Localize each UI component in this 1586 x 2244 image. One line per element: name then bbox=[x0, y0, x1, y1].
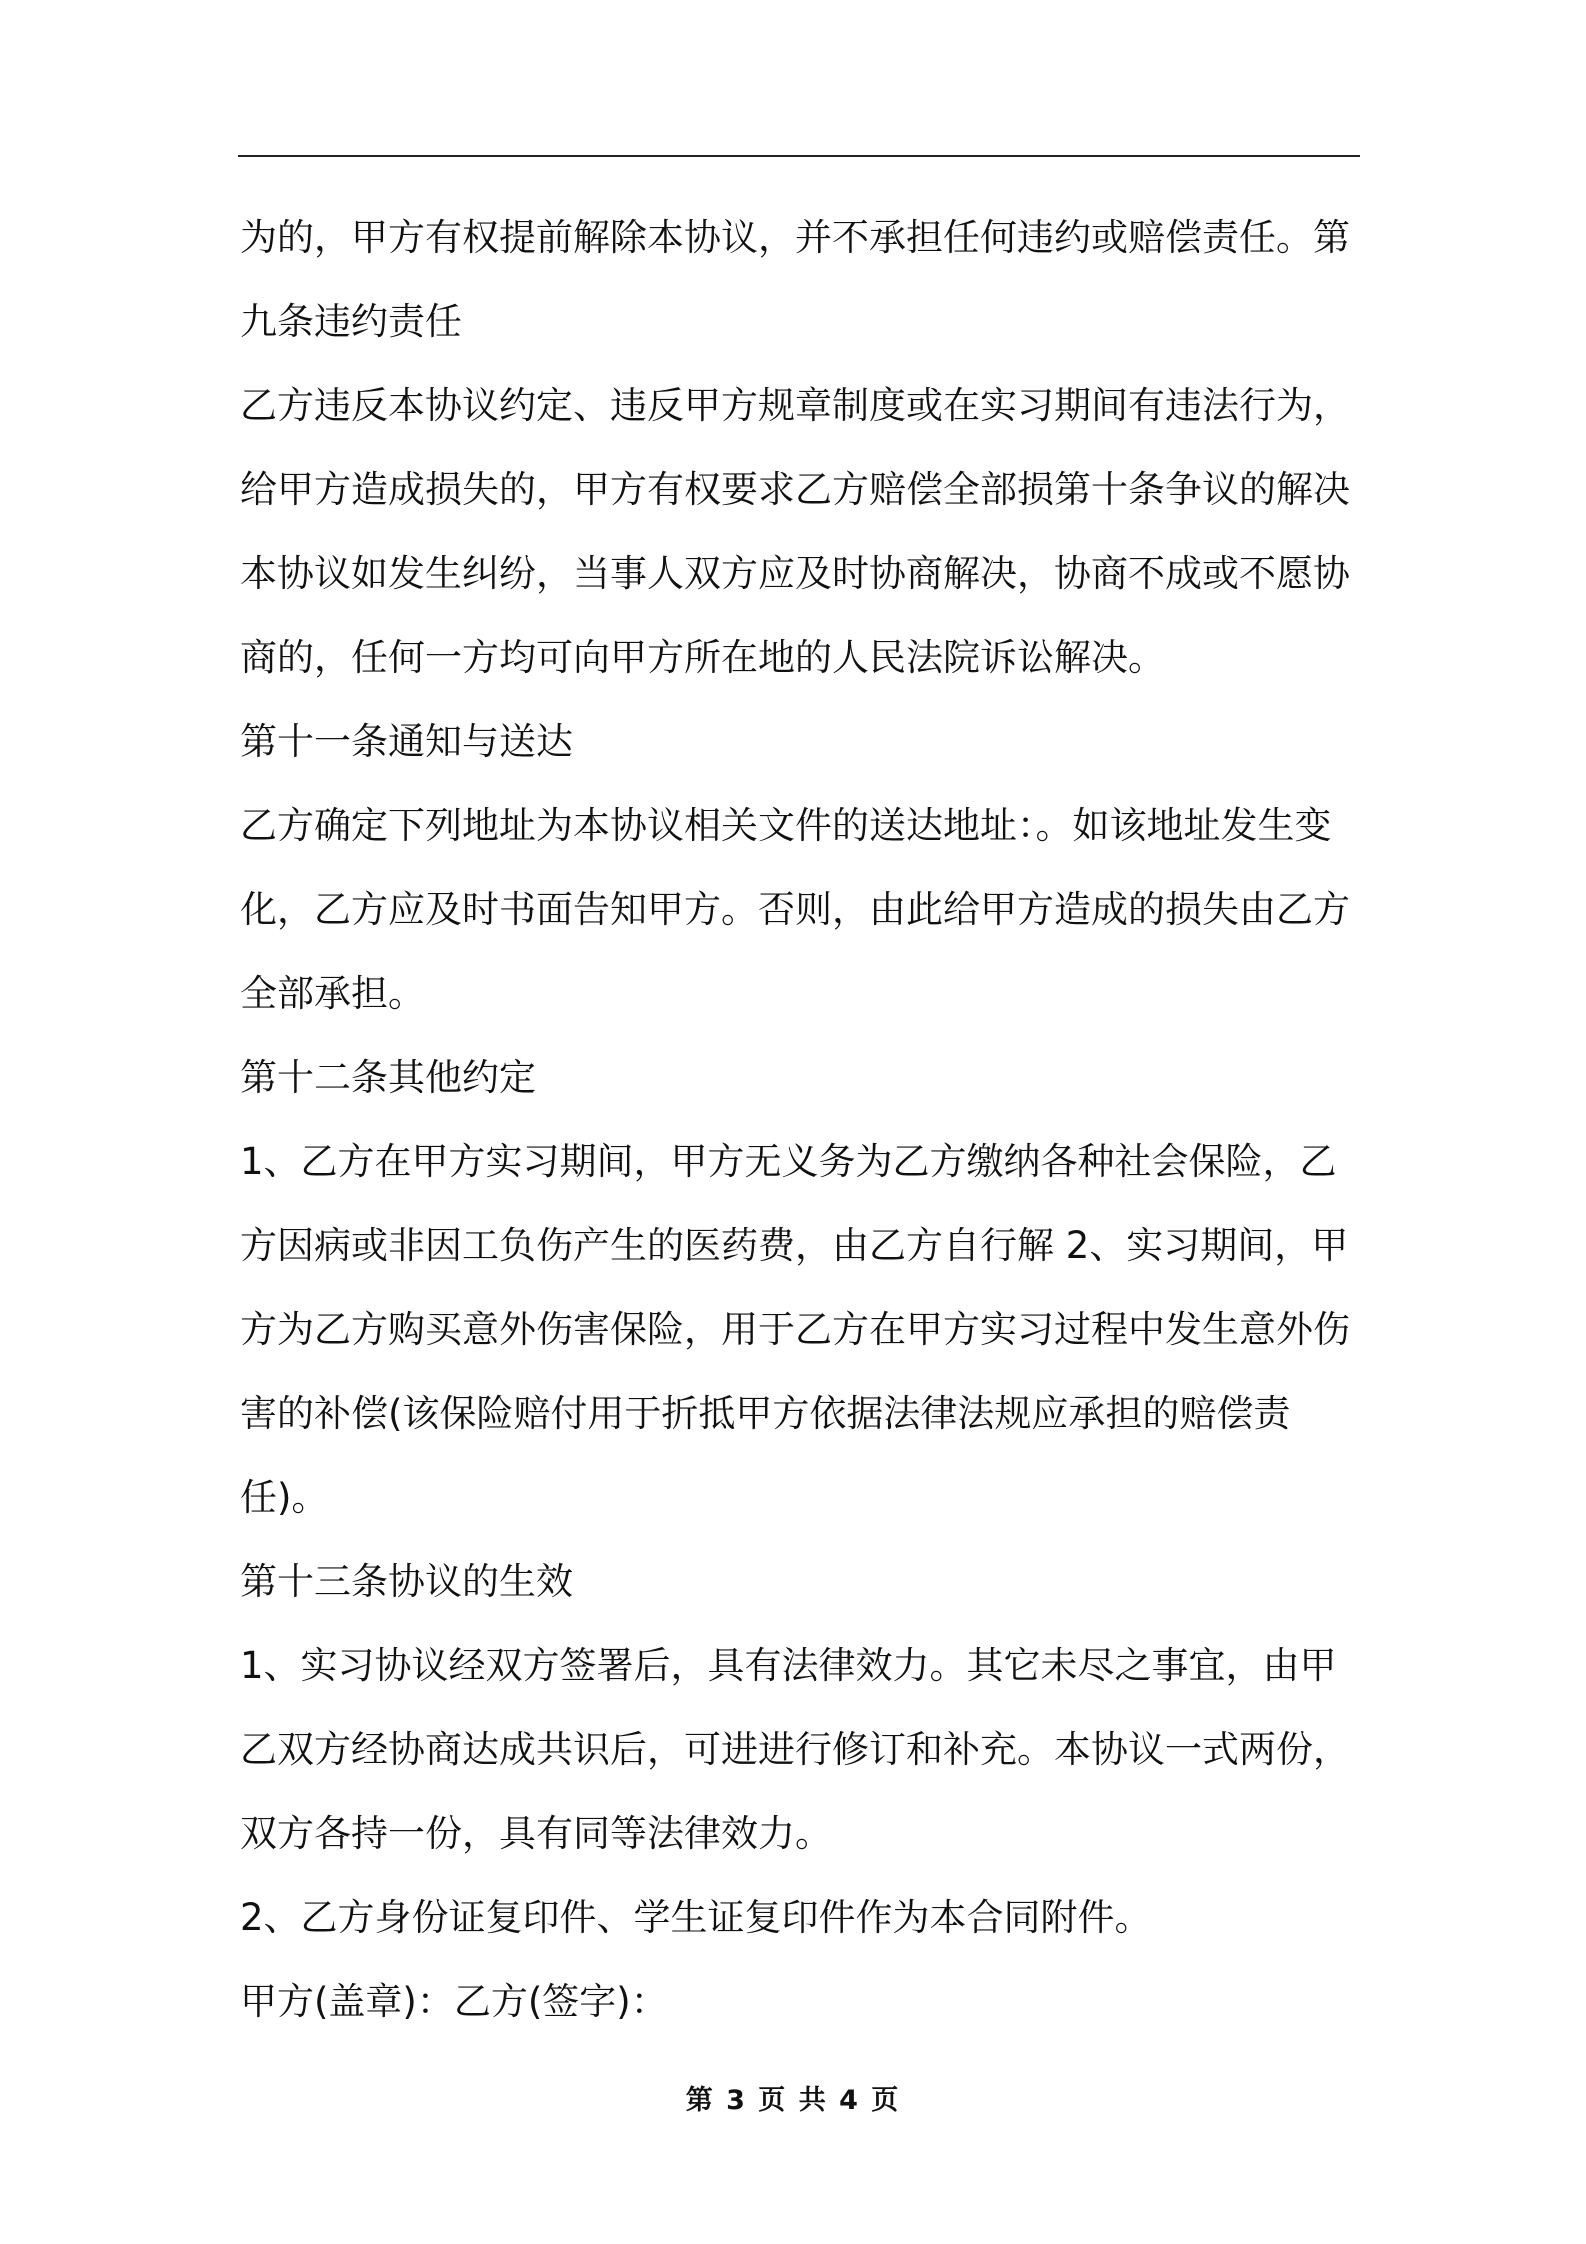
signature-line: 甲方(盖章)：乙方(签字)： bbox=[240, 1980, 668, 2023]
body-line: 全部承担。 bbox=[240, 972, 425, 1015]
body-line: 方因病或非因工负伤产生的医药费，由乙方自行解 2、实习期间，甲 bbox=[240, 1224, 1349, 1267]
body-line: 乙方违反本协议约定、违反甲方规章制度或在实习期间有违法行为， bbox=[240, 384, 1350, 427]
document-body bbox=[240, 196, 1360, 2044]
body-line: 乙双方经协商达成共识后，可进进行修订和补充。本协议一式两份， bbox=[240, 1728, 1350, 1771]
section-heading-9: 九条违约责任 bbox=[240, 300, 462, 343]
body-line: 2、乙方身份证复印件、学生证复印件作为本合同附件。 bbox=[240, 1896, 1152, 1939]
section-heading-12: 第十二条其他约定 bbox=[240, 1056, 536, 1099]
body-line: 害的补偿(该保险赔付用于折抵甲方依据法律法规应承担的赔偿责 bbox=[240, 1392, 1291, 1435]
body-line: 任)。 bbox=[240, 1476, 329, 1519]
header-rule bbox=[238, 155, 1360, 157]
body-line: 乙方确定下列地址为本协议相关文件的送达地址：。如该地址发生变 bbox=[240, 804, 1332, 847]
body-line: 商的，任何一方均可向甲方所在地的人民法院诉讼解决。 bbox=[240, 636, 1165, 679]
body-line: 给甲方造成损失的，甲方有权要求乙方赔偿全部损第十条争议的解决 bbox=[240, 468, 1350, 511]
body-line: 1、实习协议经双方签署后，具有法律效力。其它未尽之事宜，由甲 bbox=[240, 1644, 1337, 1687]
body-line: 1、乙方在甲方实习期间，甲方无义务为乙方缴纳各种社会保险，乙 bbox=[240, 1140, 1337, 1183]
body-line: 双方各持一份，具有同等法律效力。 bbox=[240, 1812, 832, 1855]
section-heading-13: 第十三条协议的生效 bbox=[240, 1560, 573, 1603]
body-line: 方为乙方购买意外伤害保险，用于乙方在甲方实习过程中发生意外伤 bbox=[240, 1308, 1350, 1351]
body-line: 化，乙方应及时书面告知甲方。否则，由此给甲方造成的损失由乙方 bbox=[240, 888, 1350, 931]
body-line: 为的，甲方有权提前解除本协议，并不承担任何违约或赔偿责任。第 bbox=[240, 216, 1350, 259]
page-number-footer: 第 3 页 共 4 页 bbox=[685, 2085, 901, 2116]
body-line: 本协议如发生纠纷，当事人双方应及时协商解决，协商不成或不愿协 bbox=[240, 552, 1350, 595]
section-heading-11: 第十一条通知与送达 bbox=[240, 720, 573, 763]
